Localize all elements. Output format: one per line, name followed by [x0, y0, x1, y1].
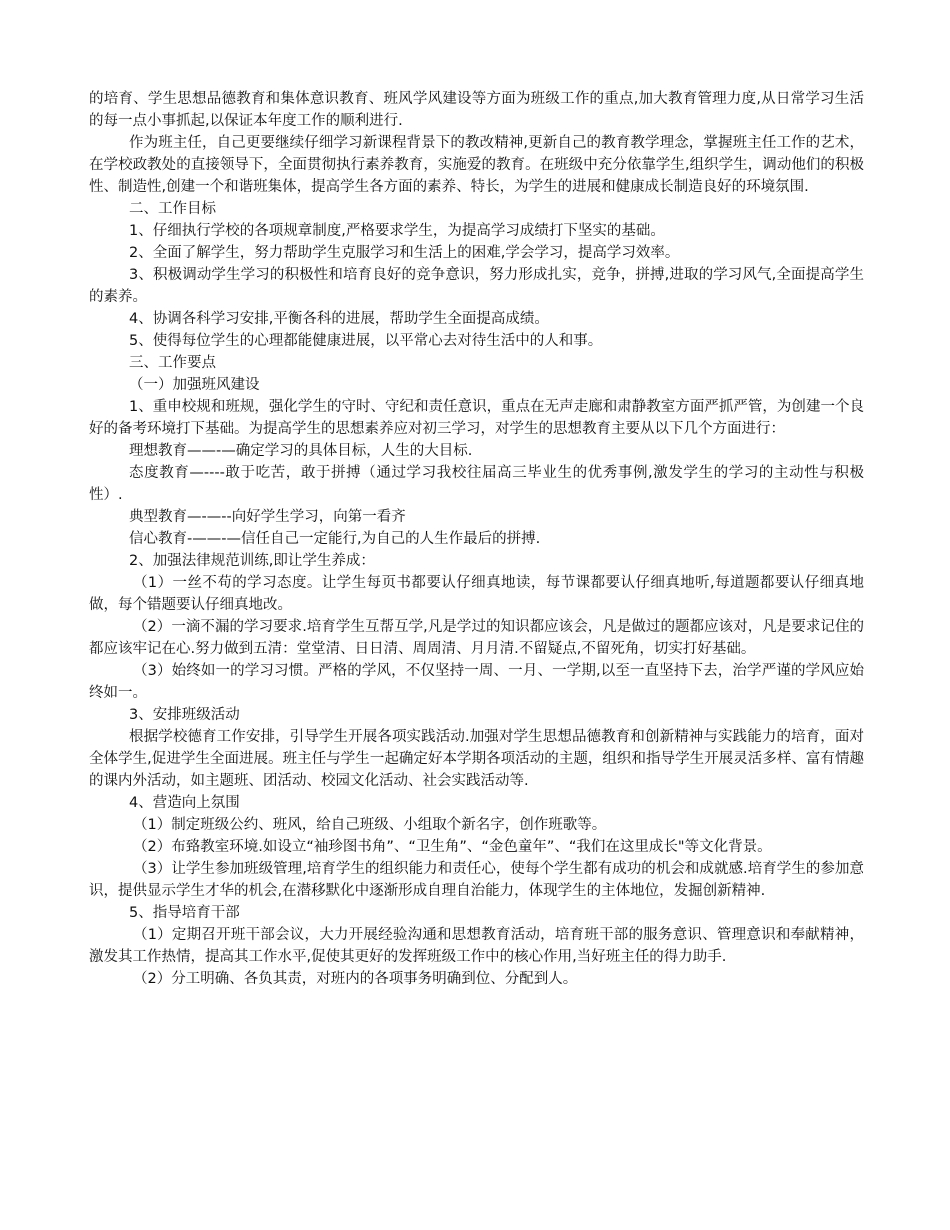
list-item: 信心教育-——-—信任自己一定能行,为自己的人生作最后的拼搏.	[129, 531, 541, 547]
paragraph: 作为班主任，自己更要继续仔细学习新课程背景下的教改精神,更新自己的教育教学理念，掌握班主任工作的艺术，在学校政教处的直接领导下，全面贯彻执行素养教育，实施爱的教育。在班级中充分依靠学生,组织学生，调动他们的积极性、制造性,创建一个和谐班集体，提高学生各方面的素养、特长，为学生的进展和健康成长制造良好的环境氛围.	[89, 135, 864, 195]
list-item: （2）一滴不漏的学习要求.培育学生互帮互学,凡是学过的知识都应该会，凡是做过的题都应该对，凡是要求记住的都应该牢记在心.努力做到五清：堂堂清、日日清、周周清、月月清.不留疑点,不留死角，切实打好基础。	[89, 619, 864, 657]
paragraph: 的培育、学生思想品德教育和集体意识教育、班风学风建设等方面为班级工作的重点,加大教育管理力度,从日常学习生活的每一点小事抓起,以保证本年度工作的顺利进行.	[89, 91, 864, 129]
paragraph: 1、重申校规和班规，强化学生的守时、守纪和责任意识，重点在无声走廊和肃静教室方面严抓严管，为创建一个良好的备考环境打下基础。为提高学生的思想素养应对初三学习，对学生的思想教育主要从以下几个方面进行：	[89, 399, 864, 437]
list-item: 2、全面了解学生，努力帮助学生克服学习和生活上的困难,学会学习，提高学习效率。	[129, 245, 680, 261]
section-heading: 二、工作目标	[129, 201, 216, 217]
subsection-heading: 2、加强法律规范训练,即让学生养成：	[129, 553, 375, 569]
subsection-heading: 4、营造向上氛围	[129, 795, 240, 811]
list-item: 典型教育—-—--向好学生学习，向第一看齐	[129, 509, 406, 525]
list-item: （3）始终如一的学习习惯。严格的学风，不仅坚持一周、一月、一学期,以至一直坚持下去，治学严谨的学风应始终如一。	[89, 663, 864, 701]
list-item: （1）一丝不苟的学习态度。让学生每页书都要认仔细真地读，每节课都要认仔细真地听,每道题都要认仔细真地做，每个错题要认仔细真地改。	[89, 575, 864, 613]
list-item: （2）分工明确、各负其责，对班内的各项事务明确到位、分配到人。	[133, 971, 578, 987]
list-item: （1）制定班级公约、班风，给自己班级、小组取个新名字，创作班歌等。	[133, 817, 607, 833]
list-item: 3、积极调动学生学习的积极性和培育良好的竞争意识，努力形成扎实，竞争，拼搏,进取的学习风气,全面提高学生的素养。	[89, 267, 864, 305]
list-item: 5、使得每位学生的心理都能健康进展，以平常心去对待生活中的人和事。	[129, 333, 603, 349]
paragraph: 根据学校德育工作安排，引导学生开展各项实践活动.加强对学生思想品德教育和创新精神与实践能力的培育，面对全体学生,促进学生全面进展。班主任与学生一起确定好本学期各项活动的主题，组织和指导学生开展灵活多样、富有情趣的课内外活动，如主题班、团活动、校园文化活动、社会实践活动等.	[89, 729, 864, 789]
section-heading: 三、工作要点	[129, 355, 216, 371]
list-item: 1、仔细执行学校的各项规章制度,严格要求学生，为提高学习成绩打下坚实的基础。	[129, 223, 665, 239]
list-item: 理想教育——-—确定学习的具体目标，人生的大目标.	[129, 443, 473, 459]
list-item: 态度教育—----敢于吃苦，敢于拼搏（通过学习我校往届高三毕业生的优秀事例,激发学生的学习的主动性与积极性）.	[89, 465, 864, 503]
list-item: （2）布臵教室环境.如设立“袖珍图书角”、“卫生角”、“金色童年”、“我们在这里成长"等文化背景。	[133, 839, 772, 855]
list-item: 4、协调各科学习安排,平衡各科的进展，帮助学生全面提高成绩。	[129, 311, 549, 327]
subsection-heading: 3、安排班级活动	[129, 707, 240, 723]
list-item: （3）让学生参加班级管理,培育学生的组织能力和责任心，使每个学生都有成功的机会和成就感.培育学生的参加意识，提供显示学生才华的机会,在潜移默化中逐渐形成自理自治能力，体现学生的主体地位，发掘创新精神.	[89, 861, 864, 899]
subsection-heading: 5、指导培育干部	[129, 905, 240, 921]
subsection-heading: （一）加强班风建设	[129, 377, 260, 393]
list-item: （1）定期召开班干部会议，大力开展经验沟通和思想教育活动，培育班干部的服务意识、管理意识和奉献精神，激发其工作热情，提高其工作水平,促使其更好的发挥班级工作中的核心作用,当好班主任的得力助手.	[89, 927, 864, 965]
document-body	[89, 88, 864, 990]
